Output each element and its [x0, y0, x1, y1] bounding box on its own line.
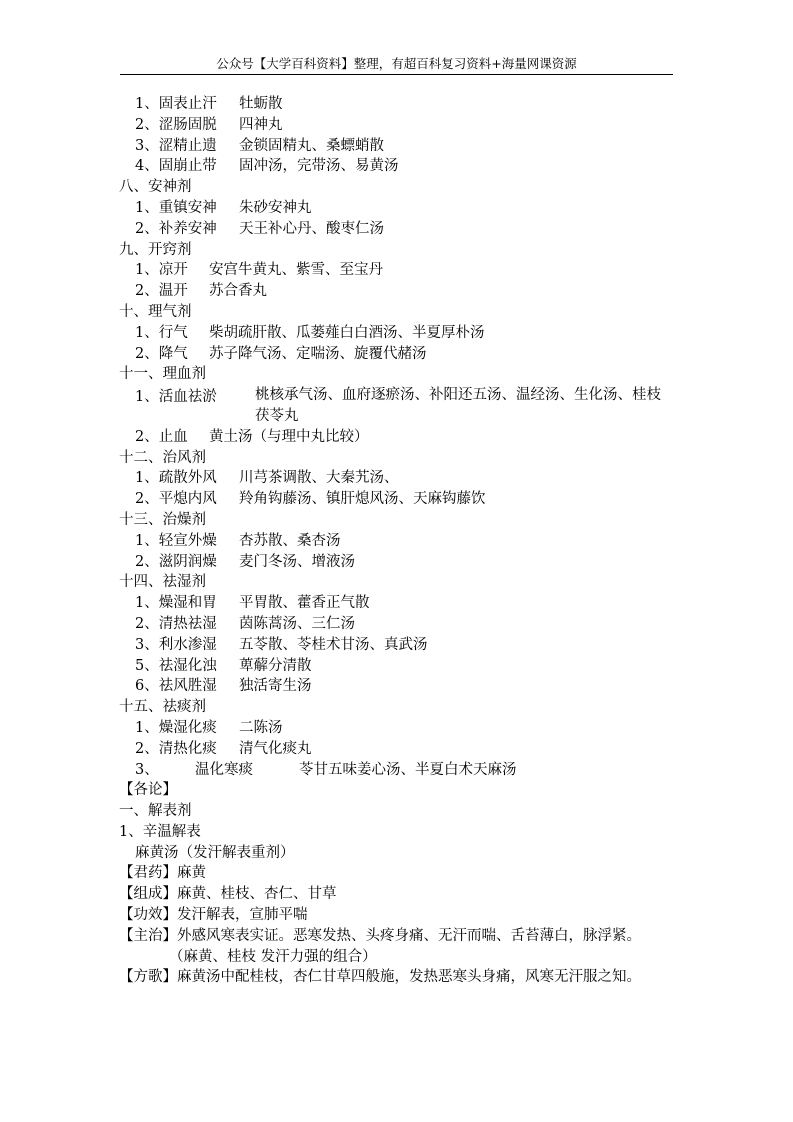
list-item: 3、利水渗湿 五苓散、苓桂术甘汤、真武汤 — [135, 636, 428, 653]
list-item: 2、止血 黄土汤（与理中丸比较） — [135, 428, 369, 445]
document-body — [119, 94, 675, 988]
list-item: 2、滋阴润燥 麦门冬汤、增液汤 — [135, 553, 355, 570]
list-item: 2、涩肠固脱 四神丸 — [135, 116, 283, 133]
list-item: 1、重镇安神 朱砂安神丸 — [135, 199, 312, 216]
section-heading: 十二、治风剂 — [119, 449, 206, 466]
formula-title: 麻黄汤（发汗解表重剂） — [135, 844, 295, 861]
list-item: 1、固表止汗 牡蛎散 — [135, 96, 283, 112]
formula-field: 【组成】麻黄、桂枝、杏仁、甘草 — [119, 886, 337, 903]
section-heading: 十一、理血剂 — [119, 366, 206, 383]
section-heading: 九、开窍剂 — [119, 241, 192, 258]
list-item: 2、降气 苏子降气汤、定喘汤、旋覆代赭汤 — [135, 345, 427, 362]
list-item: 3、涩精止遗 金锁固精丸、桑螵蛸散 — [135, 137, 384, 154]
list-item: 1、行气 柴胡疏肝散、瓜蒌薤白白酒汤、半夏厚朴汤 — [135, 324, 485, 341]
formula-field: 【君药】麻黄 — [119, 865, 206, 882]
list-item: 3、 温化寒痰 苓甘五味姜心汤、半夏白术天麻汤 — [135, 761, 517, 778]
list-item: 5、祛湿化浊 萆薢分清散 — [135, 657, 312, 674]
section-heading: 八、安神剂 — [119, 179, 192, 196]
list-item: 4、固崩止带 固冲汤，完带汤、易黄汤 — [135, 158, 399, 175]
list-item: 1、轻宣外燥 杏苏散、桑杏汤 — [135, 532, 341, 549]
formula-note: （麻黄、桂枝 发汗力强的组合） — [169, 948, 377, 965]
list-item: 1、凉开 安宫牛黄丸、紫雪、至宝丹 — [135, 262, 383, 279]
list-item: 2、补养安神 天王补心丹、酸枣仁汤 — [135, 220, 384, 237]
section-heading: 十四、祛湿剂 — [119, 574, 206, 591]
list-item: 2、清热化痰 清气化痰丸 — [135, 740, 312, 757]
section-heading: 【各论】 — [119, 782, 177, 799]
section-heading: 十三、治燥剂 — [119, 511, 206, 528]
subsection-heading: 1、辛温解表 — [119, 823, 201, 840]
header-rule — [120, 74, 673, 75]
list-item: 2、温开 苏合香丸 — [135, 283, 267, 300]
formula-field: 【主治】外感风寒表实证。恶寒发热、头疼身痛、无汗而喘、舌苔薄白，脉浮紧。 — [119, 927, 641, 944]
formula-field: 【功效】发汗解表，宣肺平喘 — [119, 907, 308, 924]
list-item: 2、平熄内风 羚角钩藤汤、镇肝熄风汤、天麻钩藤饮 — [135, 491, 486, 508]
formula-field: 【方歌】麻黄汤中配桂枝，杏仁甘草四般施，发热恶寒头身痛，风寒无汗服之知。 — [119, 969, 641, 986]
section-heading: 十、理气剂 — [119, 303, 192, 320]
section-heading: 十五、祛痰剂 — [119, 699, 206, 716]
list-item: 2、清热祛湿 茵陈蒿汤、三仁汤 — [135, 615, 355, 632]
list-item: 1、疏散外风 川芎茶调散、大秦艽汤、 — [135, 470, 399, 487]
list-item: 1、燥湿化痰 二陈汤 — [135, 719, 283, 736]
page-header: 公众号【大学百科资料】整理，有超百科复习资料+海量网课资源 — [216, 56, 577, 71]
list-item: 1、燥湿和胃 平胃散、藿香正气散 — [135, 595, 370, 612]
list-item: 1、活血祛淤 桃核承气汤、血府逐瘀汤、补阳还五汤、温经汤、生化汤、桂枝茯苓丸 — [135, 387, 661, 424]
list-item: 6、祛风胜湿 独活寄生汤 — [135, 678, 312, 695]
section-heading: 一、解表剂 — [119, 803, 192, 820]
